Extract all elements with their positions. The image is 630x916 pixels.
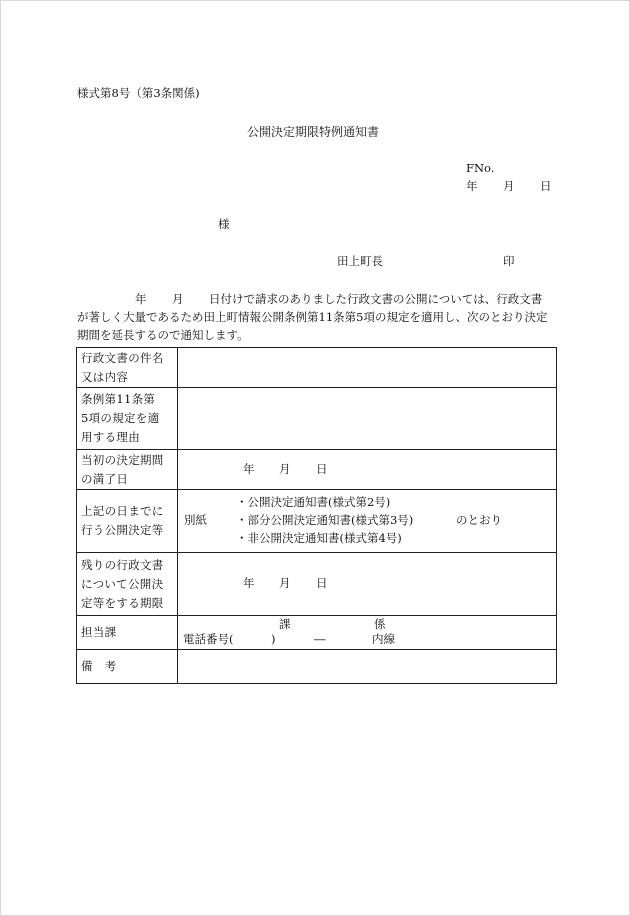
table-row <box>77 388 557 450</box>
planned-decision-value <box>178 490 557 553</box>
form-number: 様式第8号（第3条関係) <box>77 86 200 100</box>
section-label: 課 <box>279 617 291 631</box>
attachment-prefix: 別紙 <box>184 513 207 527</box>
issue-date-month: 月 <box>503 179 515 193</box>
department-label: 担当課 <box>77 616 178 650</box>
applied-reason-label <box>77 388 178 450</box>
remaining-deadline-month: 月 <box>279 576 291 590</box>
issuer-name: 田上町長 <box>337 254 383 268</box>
table-row <box>77 616 557 650</box>
extension-label: 内線 <box>372 632 395 646</box>
label-line: 又は内容 <box>81 369 129 384</box>
label-line: 残りの行政文書 <box>81 557 164 572</box>
original-deadline-month: 月 <box>279 462 291 476</box>
document-number: FNo. <box>466 161 495 175</box>
phone-label: 電話番号( <box>183 632 234 646</box>
label-line: 行政文書の件名 <box>81 350 164 365</box>
subsection-label: 係 <box>374 617 386 631</box>
recipient-suffix: 様 <box>218 217 230 231</box>
remaining-deadline-label <box>77 553 178 616</box>
label-line: 行う公開決定等 <box>81 523 164 537</box>
option-nondisclosure-notice: ・非公開決定通知書(様式第4号) <box>236 531 402 545</box>
body-date-year: 年 <box>135 292 147 306</box>
table-row <box>77 450 557 490</box>
remaining-deadline-value <box>178 553 557 616</box>
issue-date-year: 年 <box>466 179 478 193</box>
option-partial-disclosure-notice: ・部分公開決定通知書(様式第3号) <box>236 513 414 527</box>
label-line: 5項の規定を適 <box>81 411 160 425</box>
original-deadline-value <box>178 450 557 490</box>
body-line-2: が著しく大量であるため田上町情報公開条例第11条第5項の規定を適用し、次のとおり決定 <box>77 310 548 324</box>
option-disclosure-notice: ・公開決定通知書(様式第2号) <box>236 495 391 509</box>
label-line: の満了日 <box>81 471 129 486</box>
original-deadline-year: 年 <box>243 462 255 476</box>
label-line: 条例第11条第 <box>81 392 156 406</box>
body-line-3: 期間を延長するので通知します。 <box>77 328 249 342</box>
seal-mark: 印 <box>503 254 515 268</box>
label-line: 上記の日までに <box>81 504 164 518</box>
remarks-value <box>178 650 557 684</box>
document-title: 公開決定期限特例通知書 <box>247 125 380 139</box>
notice-table <box>76 347 557 684</box>
remaining-deadline-day: 日 <box>316 576 328 590</box>
label-line: について公開決 <box>81 576 164 591</box>
applied-reason-value <box>178 388 557 450</box>
table-row <box>77 348 557 388</box>
as-per-suffix: のとおり <box>456 513 502 527</box>
document-subject-value <box>178 348 557 388</box>
original-deadline-label <box>77 450 178 490</box>
body-line-1: 日付けで請求のありました行政文書の公開については、行政文書 <box>209 292 543 306</box>
table-row <box>77 490 557 553</box>
body-date-month: 月 <box>172 292 184 306</box>
original-deadline-day: 日 <box>316 462 328 476</box>
label-line: 当初の決定期間 <box>81 452 164 467</box>
issue-date-day: 日 <box>540 179 552 193</box>
label-line: 定等をする期限 <box>81 595 164 610</box>
document-subject-label <box>77 348 178 388</box>
table-row <box>77 553 557 616</box>
phone-close-paren: ) <box>271 632 276 646</box>
department-value <box>178 616 557 650</box>
planned-decision-label <box>77 490 178 553</box>
table-row <box>77 650 557 684</box>
label-line: 用する理由 <box>81 430 140 444</box>
remaining-deadline-year: 年 <box>243 576 255 590</box>
remarks-label: 備 考 <box>77 650 178 684</box>
phone-dash: ― <box>314 632 326 646</box>
